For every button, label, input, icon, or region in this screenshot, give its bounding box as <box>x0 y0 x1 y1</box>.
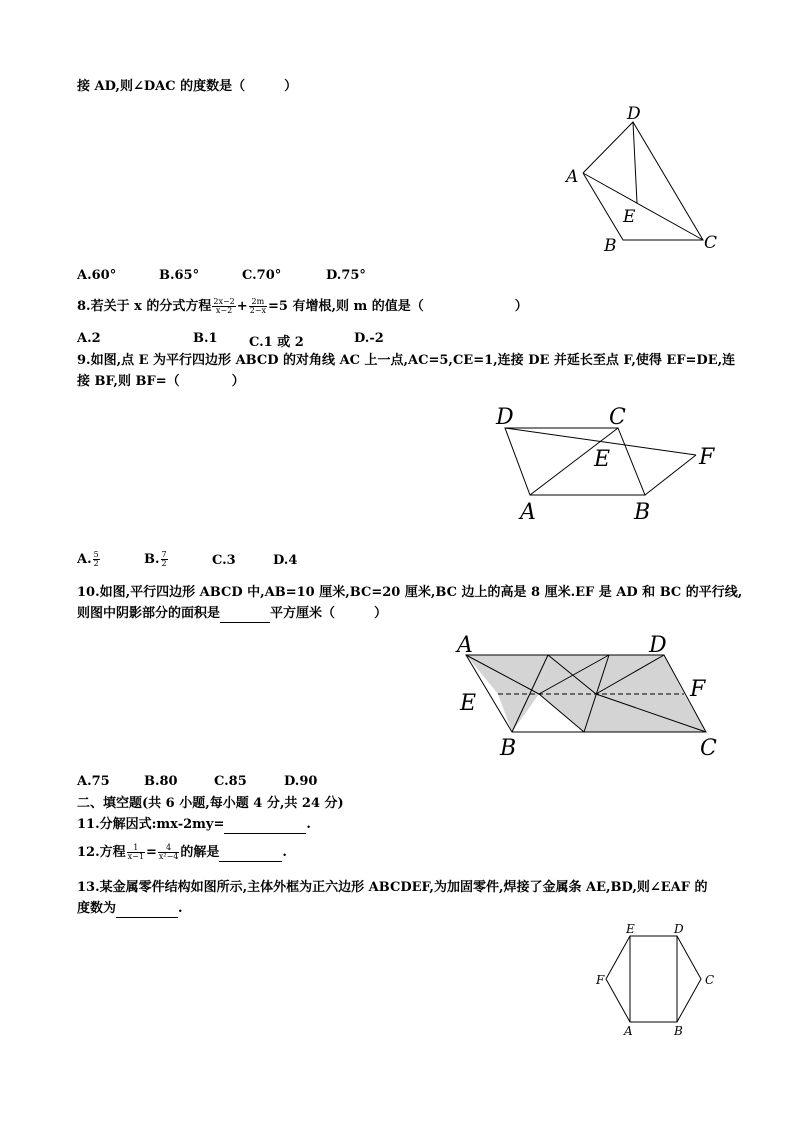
q9-label-C: C <box>609 405 626 430</box>
q7-seg-AC <box>583 173 703 240</box>
q7-figure <box>560 100 730 260</box>
q12-fraction-2: $\frac{4}{\text{x²−4}}$ <box>158 843 179 861</box>
q7-label-B: B <box>604 236 617 256</box>
q13-label-B: B <box>674 1024 683 1038</box>
q8-option-d[interactable]: D.-2 <box>354 331 384 346</box>
q8-text: 8.若关于 x 的分式方程 $\frac{2x-2}{x-2}$ + $\frac{2m}{2-x}$ =5 有增根,则 m 的值是（ ） <box>77 297 528 315</box>
q9-line2: 接 BF,则 BF=（ ） <box>77 374 245 389</box>
q10-option-a[interactable]: A.75 <box>77 774 110 789</box>
q8-option-c[interactable]: C.1 或 2 <box>249 335 304 350</box>
q9-label-D: D <box>496 405 514 430</box>
q10-line1: 10.如图,平行四边形 ABCD 中,AB=10 厘米,BC=20 厘米,BC 边上的高是 8 厘米.EF 是 AD 和 BC 的平行线, <box>77 585 743 600</box>
q7-option-c[interactable]: C.70° <box>242 268 282 283</box>
section-heading: 二、填空题(共 6 小题,每小题 4 分,共 24 分) <box>77 796 344 811</box>
q8-fraction-2: $\frac{2m}{2-x}$ <box>249 297 266 315</box>
q13-label-D: D <box>674 922 684 936</box>
q9-label-A: A <box>520 500 536 525</box>
q9-option-b[interactable]: B. $\frac{7}{2}$ <box>144 550 167 568</box>
q7-text: 接 AD,则∠DAC 的度数是（ ） <box>77 79 298 94</box>
q12-text: 12.方程 $\frac{1}{x-1}$ = $\frac{4}{\text{x²−4}}$ 的解是 . <box>77 843 287 861</box>
q7-label-A: A <box>566 167 579 187</box>
q10-figure <box>455 628 725 763</box>
q7-label-E: E <box>623 207 636 227</box>
q12-fraction-1: $\frac{1}{x-1}$ <box>127 843 144 861</box>
q11-text: 11.分解因式:mx-2my= . <box>77 817 311 832</box>
q13-label-E: E <box>626 922 635 936</box>
q10-option-d[interactable]: D.90 <box>284 774 318 789</box>
q13-hexagon <box>606 936 701 1022</box>
q10-option-b[interactable]: B.80 <box>144 774 178 789</box>
q13-answer-blank[interactable] <box>116 903 178 918</box>
q8-option-a[interactable]: A.2 <box>77 331 101 346</box>
q8-option-b[interactable]: B.1 <box>193 331 218 346</box>
q10-label-F: F <box>690 677 706 702</box>
q9-label-B: B <box>634 500 651 525</box>
q10-label-D: D <box>649 633 667 658</box>
q13-line2: 度数为 . <box>77 901 183 916</box>
q10-line2: 则图中阴影部分的面积是 平方厘米（ ） <box>77 606 388 621</box>
q13-label-C: C <box>705 973 715 987</box>
q9-figure <box>490 398 725 526</box>
q12-answer-blank[interactable] <box>219 847 282 862</box>
q13-label-F: F <box>596 973 605 987</box>
q7-option-d[interactable]: D.75° <box>326 268 366 283</box>
q9-line1: 9.如图,点 E 为平行四边形 ABCD 的对角线 AC 上一点,AC=5,CE=1,连接 DE 并延长至点 F,使得 EF=DE,连 <box>77 353 736 368</box>
q9-label-E: E <box>594 447 611 472</box>
q8-fraction-1: $\frac{2x-2}{x-2}$ <box>213 297 235 315</box>
q10-option-c[interactable]: C.85 <box>214 774 247 789</box>
q10-label-C: C <box>700 736 717 761</box>
q9-seg-BF <box>645 455 696 495</box>
q10-label-A: A <box>457 633 473 658</box>
q7-quad-outline <box>583 122 703 240</box>
q9-option-c[interactable]: C.3 <box>212 553 236 568</box>
q9-label-F: F <box>699 445 715 470</box>
q7-seg-DE <box>633 122 637 203</box>
q13-label-A: A <box>624 1024 633 1038</box>
q10-answer-blank[interactable] <box>220 608 270 623</box>
q13-figure <box>588 918 723 1040</box>
q7-label-D: D <box>627 104 641 124</box>
q11-answer-blank[interactable] <box>224 819 306 834</box>
q7-label-C: C <box>704 233 718 253</box>
q13-line1: 13.某金属零件结构如图所示,主体外框为正六边形 ABCDEF,为加固零件,焊接了金属条 AE,BD,则∠EAF 的 <box>77 880 708 895</box>
q7-option-a[interactable]: A.60° <box>77 268 117 283</box>
q9-option-d[interactable]: D.4 <box>273 553 298 568</box>
q9-option-a[interactable]: A. $\frac{5}{2}$ <box>77 550 99 568</box>
q10-label-B: B <box>500 736 517 761</box>
q7-option-b[interactable]: B.65° <box>159 268 200 283</box>
q10-label-E: E <box>460 691 477 716</box>
